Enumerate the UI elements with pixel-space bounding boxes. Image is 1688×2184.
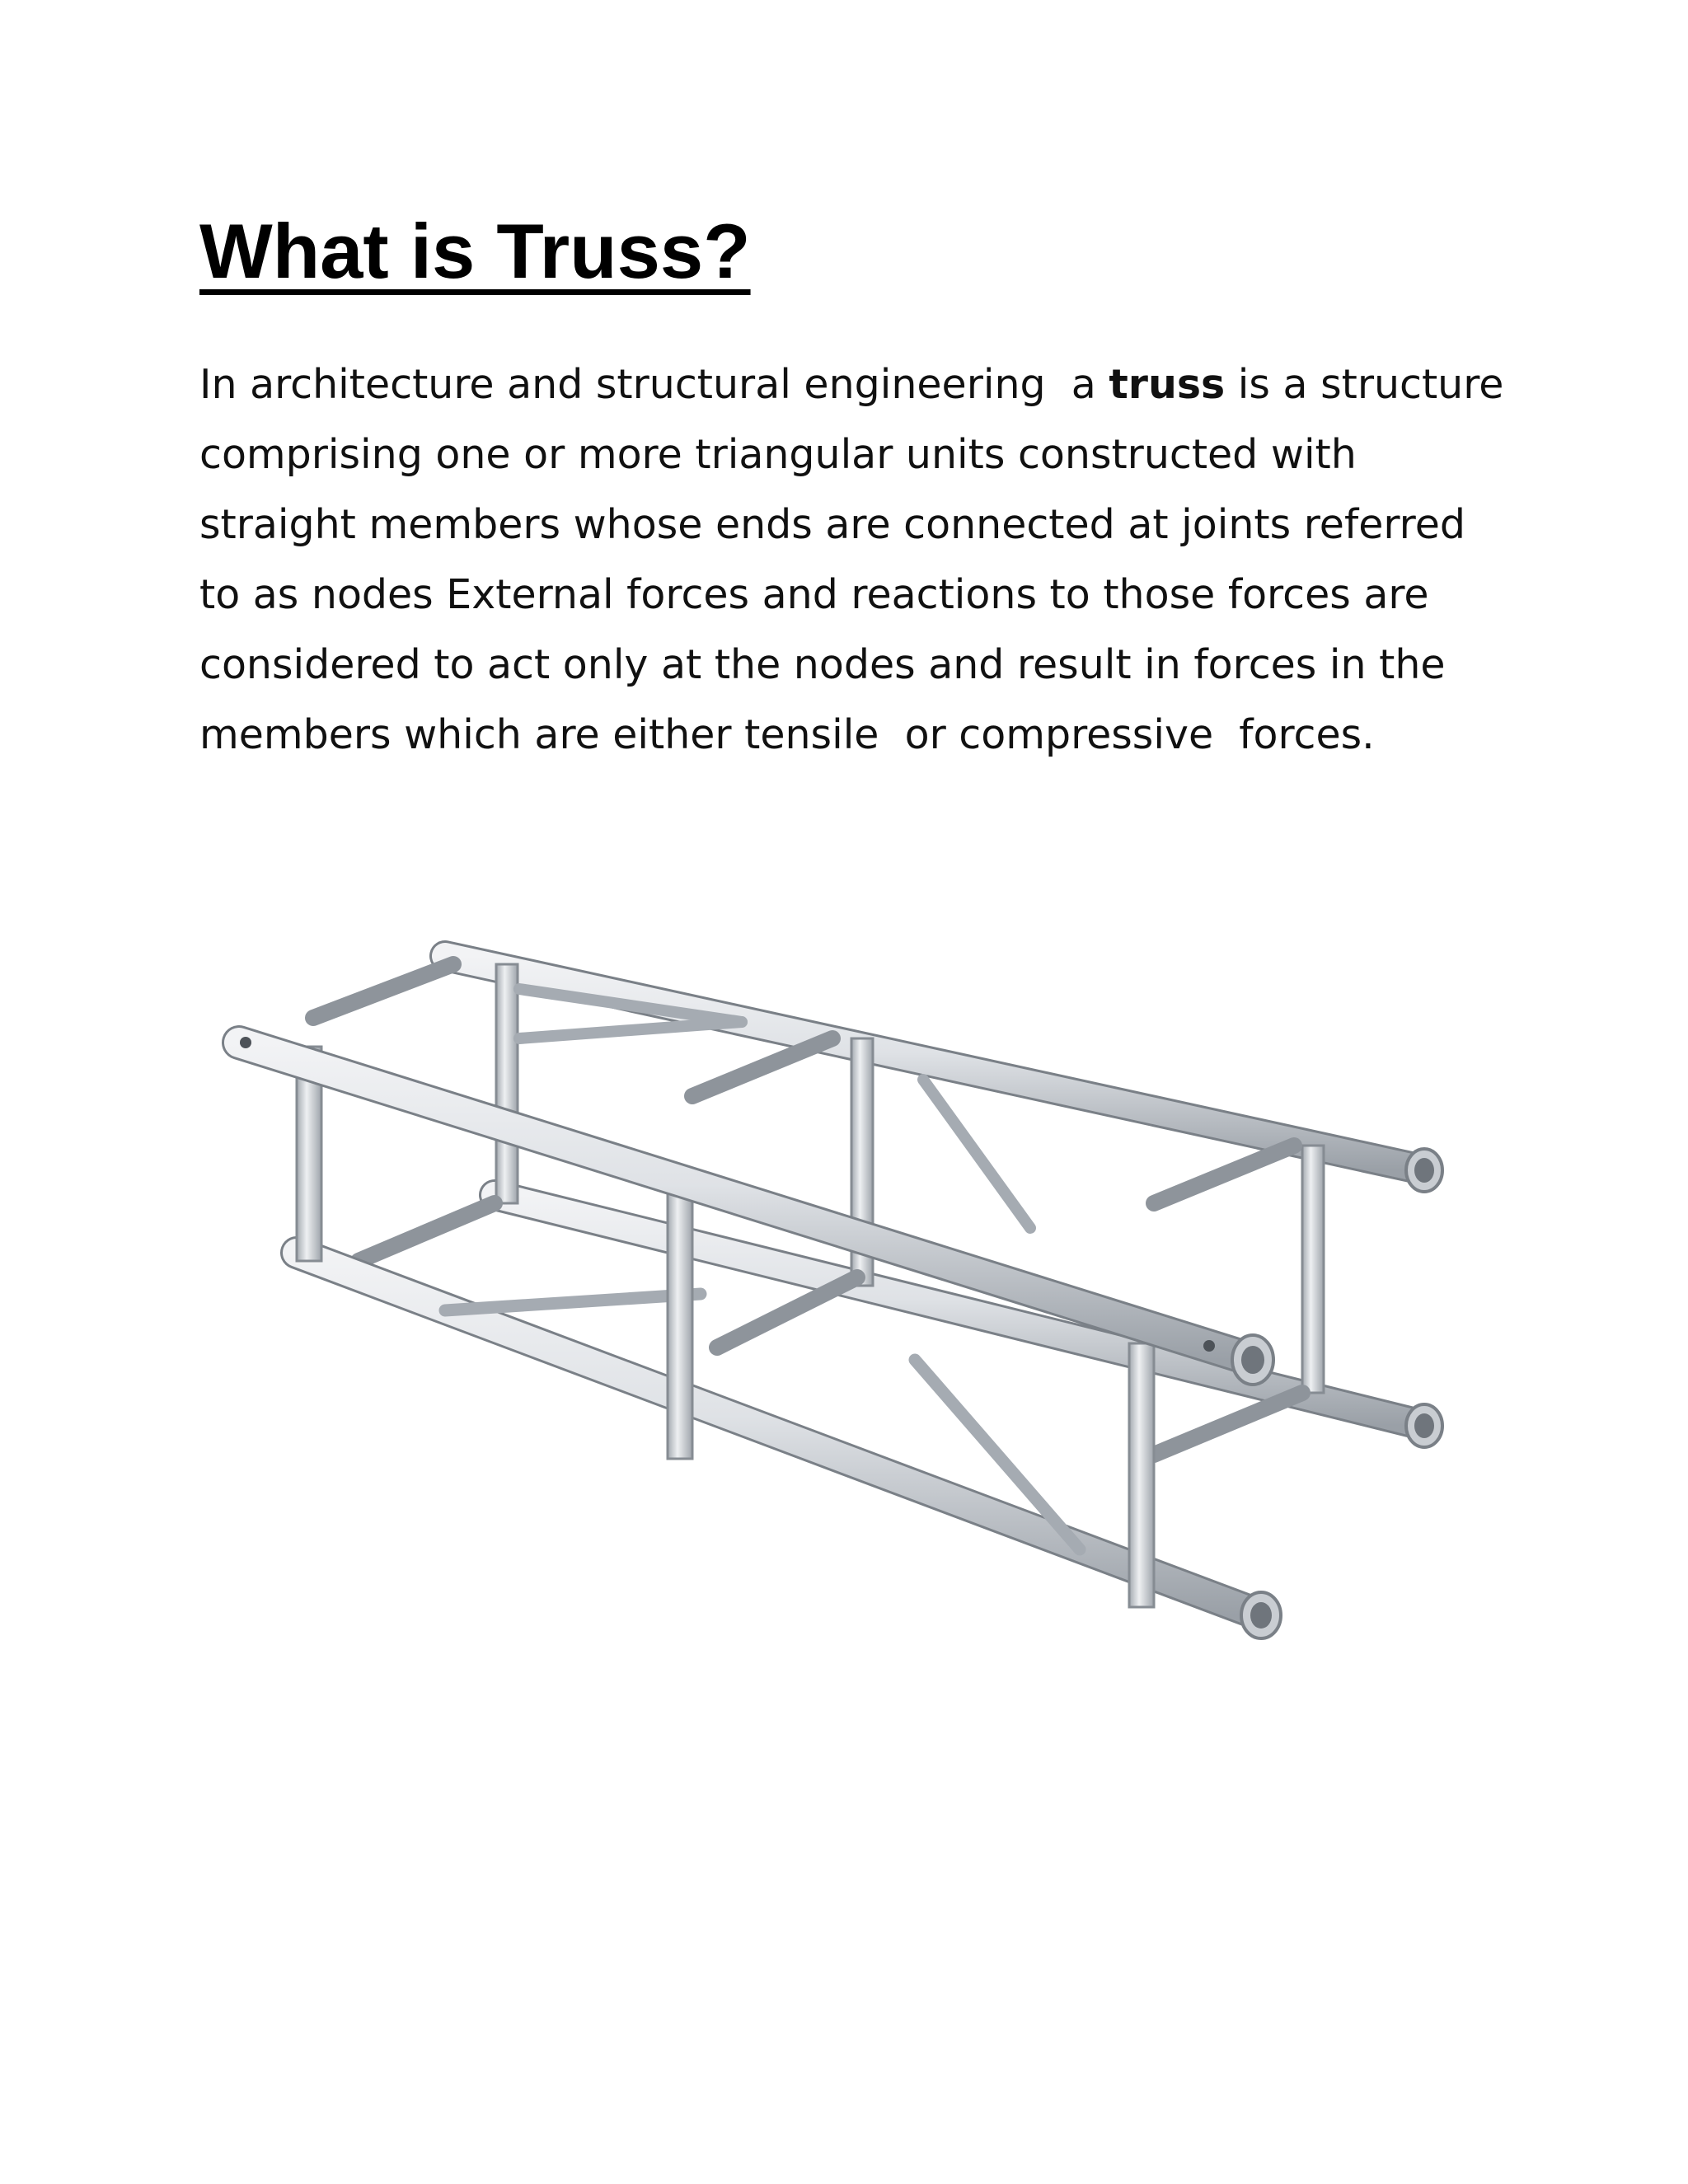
page-title: What is Truss? [199, 208, 751, 294]
paragraph-line-3: straight members whose ends are connected at joints referred [199, 501, 1465, 548]
paragraph-line-6: members which are either tensile or compressive forces. [199, 711, 1375, 758]
truss-illustration [206, 915, 1459, 1739]
paragraph-line-2: comprising one or more triangular units constructed with [199, 431, 1357, 478]
bold-term-truss: truss [1109, 361, 1226, 408]
paragraph-line-1-start: In architecture and structural engineering a [199, 361, 1109, 408]
paragraph-line-1 [199, 349, 1551, 419]
top-cross-members [313, 964, 1294, 1203]
truss-photo [206, 915, 1459, 1739]
paragraph-line-1-end: is a structure [1225, 361, 1504, 408]
definition-paragraph [199, 349, 1551, 770]
paragraph-line-4: to as nodes External forces and reactions to those forces are [199, 571, 1429, 618]
paragraph-line-5: considered to act only at the nodes and result in forces in the [199, 641, 1446, 688]
back-bottom-chord [495, 1195, 1442, 1447]
